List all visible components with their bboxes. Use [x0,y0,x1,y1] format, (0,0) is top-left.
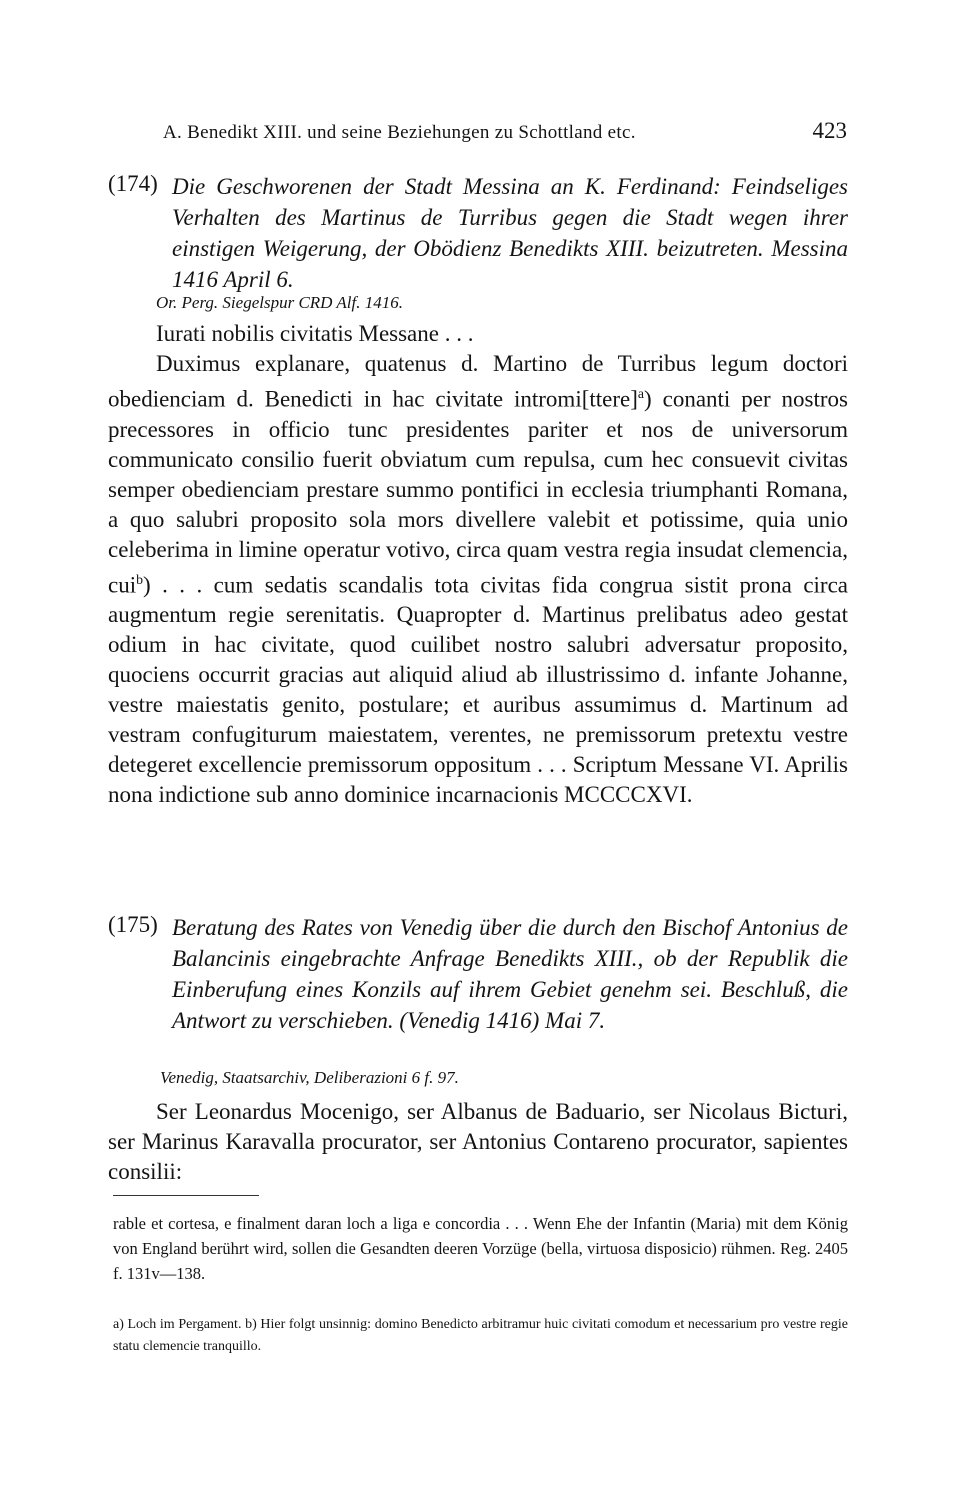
entry-regest: Die Geschworenen der Stadt Messina an K. Ferdinand: Feindseliges Verhalten des Martinus de Turribus gegen die Stadt wegen ihrer einstigen Weigerung, der Obödienz Benedikts XIII. beizutreten. Messina 1416 April 6. [172,174,848,292]
entry-number: (175) [108,912,158,937]
entry-174-incipit: Iurati nobilis civitatis Messane . . . [156,321,474,346]
entry-number: (174) [108,171,158,196]
text-part-1: Duximus explanare, quatenus d. Martino de Turribus legum doctori obedienciam d. Benedicti in hac civitate intromi[ttere] [108,351,848,412]
text-part-2: ) conanti per nostros precessores in officio tunc presidentes pariter et nos de universorum communicato consilio fuerit obviatum cum repulsa, cum hec consuevit civitas semper obedienciam prestare summo pontifici in ecclesia triumphanti Romana, a quo salubri proposito sola mors divellere valebit et potissime, quia unio celeberima in limine operatur votivo, circa quam vestra regia insudat clemencia, cui [108,386,848,598]
running-head: A. Benedikt XIII. und seine Beziehungen zu Schottland etc. [163,122,636,143]
entry-regest: Beratung des Rates von Venedig über die durch den Bischof Antonius de Balancinis eingebrachte Anfrage Benedikts XIII., ob der Republik die Einberufung eines Konzils auf ihrem Gebiet genehm sei. Beschluß, die Antwort zu verschieben. (Venedig 1416) Mai 7. [172,915,848,1033]
footnote-rule [113,1195,259,1196]
page-number: 423 [812,118,847,143]
footnote-marker-a: a [637,386,645,401]
text-part-3: ) . . . cum sedatis scandalis tota civitas fida congrua sistit prona circa augmentum regie serenitatis. Quapropter d. Martinus prelibatus adeo gestat odium in hac civitate, quod cuilibet nostro salubri adversatur proposito, quociens occurrit gracias aut aliquid aliud ab illustrissimo d. infante Johanne, vestre maiestatis genito, postulare; et auribus assumimus d. Martinum ad vestram confugiturum maiestatem, verentes, ne premissorum pretextu vestre detegeret excellencie premissorum oppositum . . . Scriptum Messane VI. Aprilis nona indictione sub anno dominice incarnacionis MCCCCXVI. [108,572,848,808]
page-header [163,118,847,148]
entry-174-source: Or. Perg. Siegelspur CRD Alf. 1416. [156,293,403,312]
footnote-continuation: rable et cortesa, e finalment daran loch a liga e concordia . . . Wenn Ehe der Infantin (Maria) mit dem König von England berührt wird, sollen die Gesandten deeren Vorzüge (bella, virtuosa disposicio) rühmen. Reg. 2405 f. 131v—138. [113,1214,848,1283]
entry-174-text [108,349,848,810]
entry-175-text: Ser Leonardus Mocenigo, ser Albanus de Baduario, ser Nicolaus Bicturi, ser Marinus Karavalla procurator, ser Antonius Contareno procurator, sapientes consilii: [108,1099,848,1184]
footnote-marker-b: b [136,571,144,587]
footnotes: a) Loch im Pergament. b) Hier folgt unsinnig: domino Benedicto arbitramur huic civitati comodum et necessarium pro vestre regie statu clemencie tranquillo. [113,1317,848,1354]
entry-175-source: Venedig, Staatsarchiv, Deliberazioni 6 f. 97. [160,1068,459,1087]
